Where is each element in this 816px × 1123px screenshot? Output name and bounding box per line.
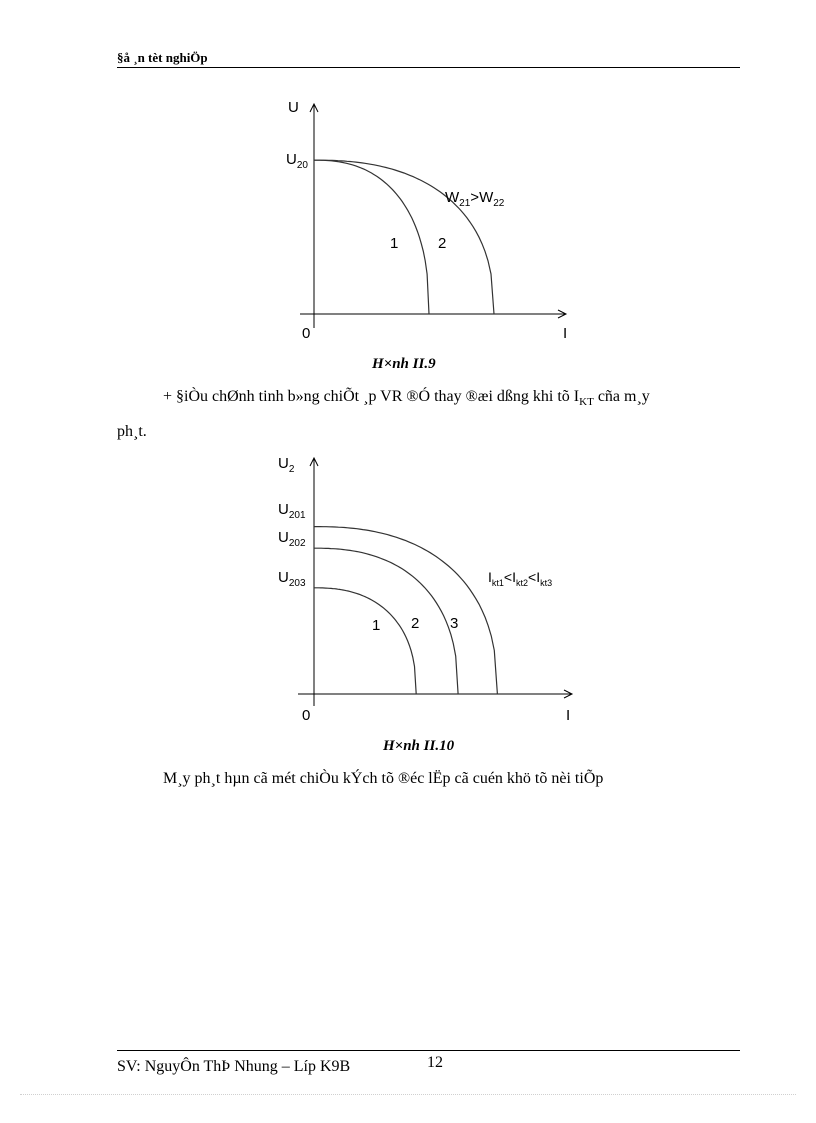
u202-label: $U_{202}$ [278,529,306,549]
curve-1-label: 1 [390,235,399,252]
curve-1 [314,160,429,314]
y-axis-label: U [288,99,299,116]
paragraph-adjust-line2: ph¸t. [117,423,147,440]
y-axis-label: $U_2$ [278,455,295,475]
figure-ii10-caption: H×nh II.10 [383,738,455,754]
origin-label: 0 [302,707,311,724]
curve-3 [314,527,497,694]
figure-ii10-chart [270,450,590,730]
curve-2-label: 2 [438,235,447,252]
footer-author: SV: NguyÔn ThÞ Nhung – Líp K9B [117,1058,351,1075]
header-rule [117,67,740,68]
footer-page-number: 12 [427,1054,443,1071]
ikt-subscript: KT [579,396,594,409]
curve-3-label: 3 [450,615,459,632]
figure-ii9-chart [270,92,590,352]
x-axis-label: I [566,707,571,724]
footer-rule [117,1050,740,1051]
u201-label: $U_{201}$ [278,501,306,521]
ikt-annotation: $I_{kt1}<I_{kt2}<I_{kt3}$ [488,569,553,588]
curve-2 [314,160,494,314]
curve-2-label: 2 [411,615,420,632]
paragraph-adjust-text: + §iÒu chØnh tinh b»ng chiÕt ¸p VR ®Ó thay ®æi dßng khi tõ I [163,388,580,405]
paragraph-generator: M¸y ph¸t hµn cã mét chiÒu kÝch tõ ®éc lËp cã cuén khö tõ nèi tiÕp [163,770,604,787]
curve-1 [314,588,416,694]
curve-2 [314,548,458,694]
origin-label: 0 [302,325,311,342]
u20-label: $U_{20}$ [286,151,308,171]
figure-ii9-caption: H×nh II.9 [372,356,436,372]
page-bottom-border [20,1094,796,1095]
page-header-title: §å ¸n tèt nghiÖp [117,50,208,65]
x-axis-label: I [563,325,568,342]
u203-label: $U_{203}$ [278,569,306,589]
paragraph-adjust [163,388,650,408]
paragraph-adjust-tail: cña m¸y [593,388,650,405]
curve-1-label: 1 [372,617,381,634]
w-annotation: $W_{21}>W_{22}$ [445,189,505,209]
